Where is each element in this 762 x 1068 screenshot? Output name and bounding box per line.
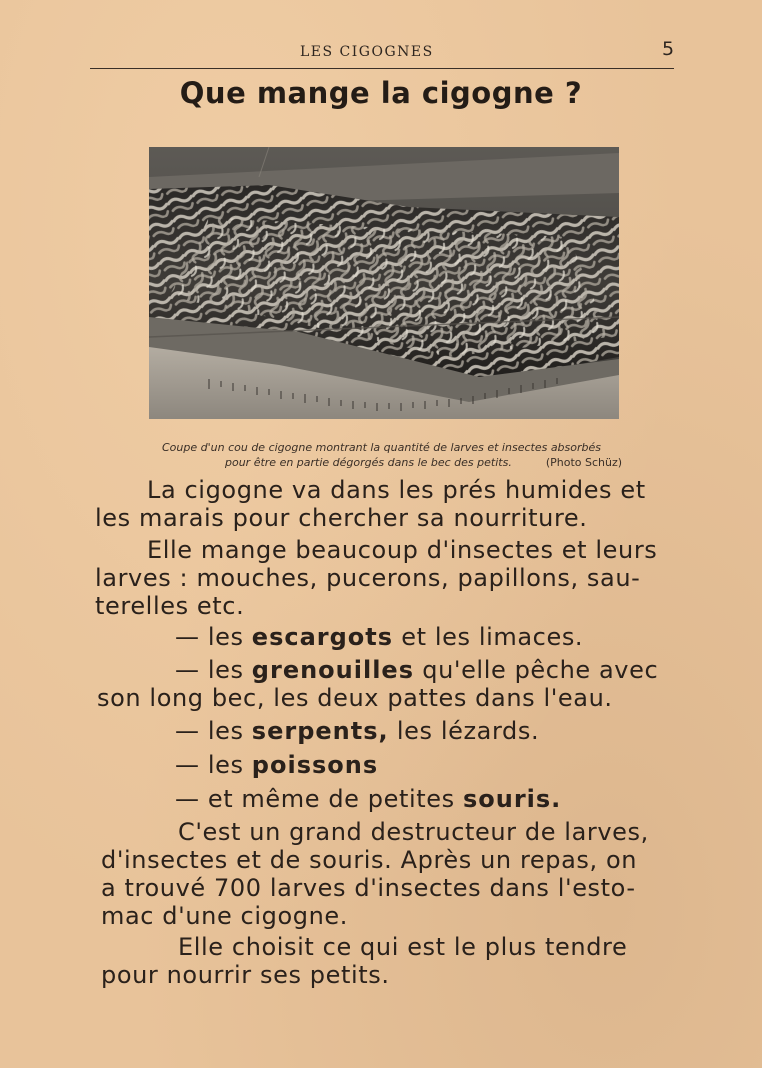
photo-caption xyxy=(150,440,630,470)
paragraph-3-line-1: C'est un grand destructeur de larves, xyxy=(178,818,649,846)
list-item-poissons xyxy=(175,751,378,779)
photo-credit: (Photo Schüz) xyxy=(545,456,623,469)
list-item-rest: les lézards. xyxy=(388,717,540,745)
list-item-rest: qu'elle pêche avec xyxy=(414,656,659,684)
page-title: Que mange la cigogne ? xyxy=(179,76,583,110)
photo-stork-neck-section xyxy=(149,147,619,419)
list-item-serpents xyxy=(175,717,539,745)
emphasis-poissons: poissons xyxy=(251,751,379,779)
paragraph-3-line-3: a trouvé 700 larves d'insectes dans l'esto- xyxy=(101,874,636,902)
list-item-prefix: — les xyxy=(175,717,252,745)
paragraph-4-line-1: Elle choisit ce qui est le plus tendre xyxy=(178,933,628,961)
paragraph-2-line-1: Elle mange beaucoup d'insectes et leurs xyxy=(147,536,658,564)
list-item-prefix: — les xyxy=(175,656,252,684)
emphasis-escargots: escargots xyxy=(251,623,394,651)
caption-line-1: Coupe d'un cou de cigogne montrant la quantité de larves et insectes absorbés xyxy=(162,441,602,454)
header-rule xyxy=(90,68,674,69)
paragraph-3-line-2: d'insectes et de souris. Après un repas, on xyxy=(101,846,638,874)
list-item-souris xyxy=(175,785,561,813)
list-item-prefix: — et même de petites xyxy=(175,785,463,813)
photo-image xyxy=(149,147,619,419)
caption-line-2 xyxy=(150,455,630,470)
paragraph-3-line-4: mac d'une cigogne. xyxy=(101,902,348,930)
list-item-grenouilles-line-2: son long bec, les deux pattes dans l'eau. xyxy=(97,684,613,712)
running-head: LES CIGOGNES xyxy=(300,44,434,60)
paragraph-4-line-2: pour nourrir ses petits. xyxy=(101,961,390,989)
paragraph-1-line-2: les marais pour chercher sa nourriture. xyxy=(95,504,588,532)
emphasis-souris: souris. xyxy=(462,785,562,813)
paragraph-2-line-3: terelles etc. xyxy=(95,592,245,620)
emphasis-serpents: serpents, xyxy=(251,717,389,745)
list-item-grenouilles xyxy=(175,656,658,684)
list-item-rest: et les limaces. xyxy=(393,623,584,651)
emphasis-grenouilles: grenouilles xyxy=(251,656,414,684)
list-item-prefix: — les xyxy=(175,623,252,651)
list-item-prefix: — les xyxy=(175,751,252,779)
page-number: 5 xyxy=(662,38,675,60)
paragraph-2-line-2: larves : mouches, pucerons, papillons, sau- xyxy=(95,564,641,592)
list-item-escargots xyxy=(175,623,583,651)
paragraph-1-line-1: La cigogne va dans les prés humides et xyxy=(147,476,646,504)
caption-line-2-text: pour être en partie dégorgés dans le bec des petits. xyxy=(225,456,512,469)
